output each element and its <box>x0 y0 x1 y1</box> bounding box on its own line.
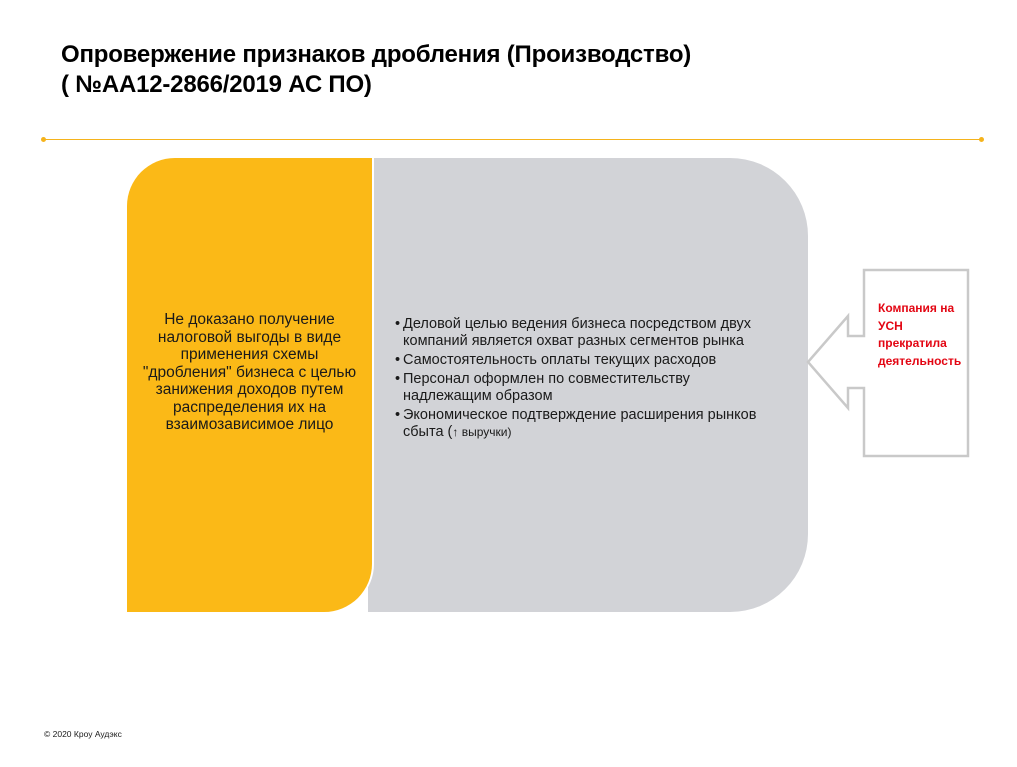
argument-item: • Персонал оформлен по совместительству надлежащим образом <box>395 371 767 405</box>
arguments-list <box>395 316 767 443</box>
title-divider <box>44 139 982 140</box>
callout-text: Компания на УСН прекратила деятельность <box>878 301 962 368</box>
title-line-1: Опровержение признаков дробления (Производство) <box>61 41 692 68</box>
argument-item: • Самостоятельность оплаты текущих расходов <box>395 352 767 369</box>
argument-item-text: Экономическое подтверждение расширения рынков сбыта ( <box>403 407 757 440</box>
revenue-growth-note: ↑ выручки) <box>452 425 512 439</box>
argument-item: • Деловой целью ведения бизнеса посредством двух компаний является охват разных сегментов рынка <box>395 316 767 350</box>
rule-right-dot <box>979 137 984 142</box>
slide-title <box>61 40 961 100</box>
conclusion-panel <box>127 158 372 612</box>
argument-item <box>395 407 767 441</box>
copyright-footer: © 2020 Кроу Аудэкс <box>44 729 122 739</box>
conclusion-text: Не доказано получение налоговой выгоды в виде применения схемы "дробления" бизнеса с целью занижения доходов путем распределения их на взаимозависимое лицо <box>142 311 357 433</box>
title-line-2: ( №АА12-2866/2019 АС ПО) <box>61 71 372 98</box>
